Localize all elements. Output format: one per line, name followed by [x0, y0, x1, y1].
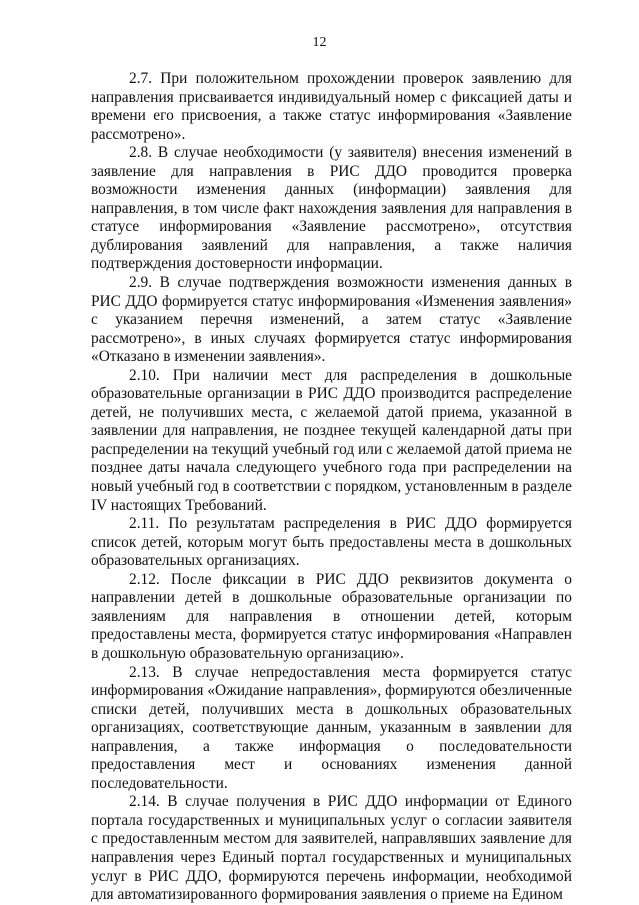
paragraph-2-9: 2.9. В случае подтверждения возможности изменения данных в РИС ДДО формируется статус информирования «Изменения заявления» с указанием перечня изменений, а затем статус «Заявление рассмотрено», в иных случаях формируется статус информирования «Отказано в изменении заявления». — [91, 274, 572, 366]
paragraph-2-10: 2.10. При наличии мест для распределения в дошкольные образовательные организации в РИС ДДО производится распределение детей, не получивших места, с желаемой датой приема, указанной в заявлении для направления, не позднее текущей календарной даты при распределении на текущий учебный год или с желаемой датой приема не позднее даты начала следующего учебного года при распределении на новый учебный год в соответствии с порядком, установленным в разделе IV настоящих Требований. — [91, 366, 572, 514]
paragraph-2-14: 2.14. В случае получения в РИС ДДО информации от Единого портала государственных и муниципальных услуг о согласии заявителя с предоставленным местом для заявителей, направлявших заявление для направления через Единый портал государственных и муниципальных услуг в РИС ДДО, формируются перечень информации, необходимой для автоматизированного формирования заявления о приеме на Едином — [91, 793, 572, 904]
paragraph-2-12: 2.12. После фиксации в РИС ДДО реквизитов документа о направлении детей в дошкольные образовательные организации по заявлениям для направления в отношении детей, которым предоставлены места, формируется статус информирования «Направлен в дошкольную образовательную организацию». — [91, 570, 572, 662]
document-body — [91, 70, 572, 905]
paragraph-2-13: 2.13. В случае непредоставления места формируется статус информирования «Ожидание направления», формируются обезличенные списки детей, получивших места в дошкольных образовательных организациях, соответствующие данным, указанным в заявлении для направления, а также информация о последовательности предоставления мест и основаниях изменения данной последовательности. — [91, 663, 572, 792]
paragraph-2-8: 2.8. В случае необходимости (у заявителя) внесения изменений в заявление для направления в РИС ДДО проводится проверка возможности изменения данных (информации) заявления для направления, в том числе факт нахождения заявления для направления в статусе информирования «Заявление рассмотрено», отсутствия дублирования заявлений для направления, а также наличия подтверждения достоверности информации. — [91, 144, 572, 273]
paragraph-2-7: 2.7. При положительном прохождении проверок заявлению для направления присваивается индивидуальный номер с фиксацией даты и времени его присвоения, а также статус информирования «Заявление рассмотрено». — [91, 70, 572, 143]
page-number: 12 — [312, 35, 327, 50]
paragraph-2-11: 2.11. По результатам распределения в РИС ДДО формируется список детей, которым могут быть предоставлены места в дошкольных образовательных организациях. — [91, 515, 572, 570]
